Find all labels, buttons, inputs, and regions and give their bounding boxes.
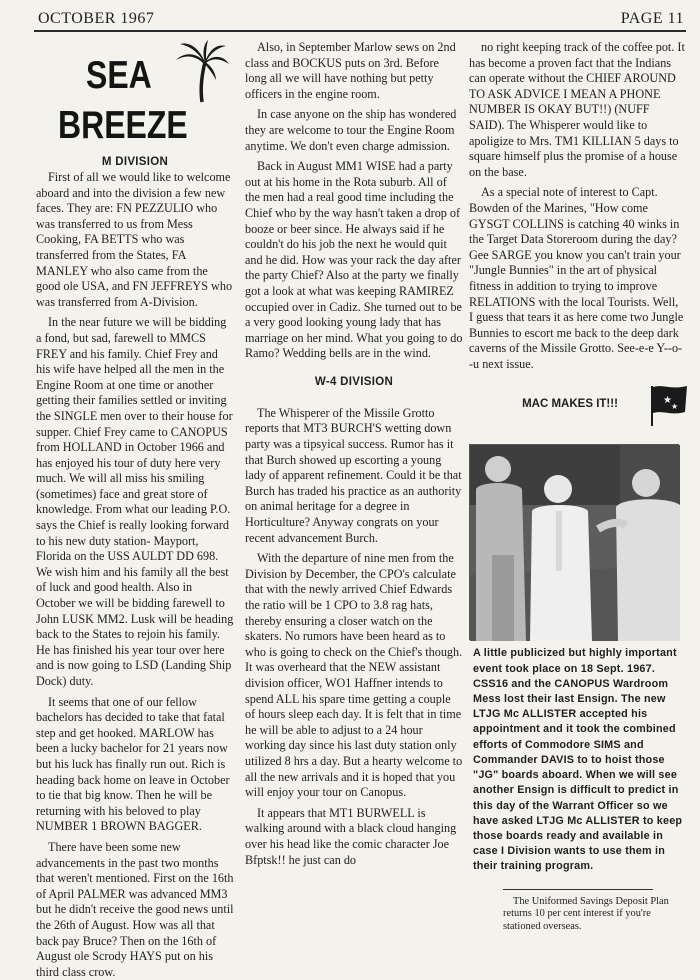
column-3 [469, 40, 685, 932]
article-paragraph: no right keeping track of the coffee pot. It has become a proven fact that the Indians can operate without the CHIEF AROUND TO ASK ADVICE I MEAN A PHONE NUMBER IS OKAY BUT!!) (NUFF SAID). The Whisperer would like to apoligize to Mrs. TM1 KILLIAN 5 days to square himself plus the promise of a house on the base. [469, 40, 685, 179]
palm-tree-icon [172, 40, 230, 104]
page-number: PAGE 11 [620, 10, 684, 27]
article-paragraph: With the departure of nine men from the Division by December, the CPO's calculate that with the newly arrived Chief Edwards the ratio will be 1 CPO to 3.8 rag hats, thereby ensuring a closer watch on the skaters. No rumors have been heard as to who is going to check on the Chief's though. It was overheard that the NEW assistant division officer, WO1 Haffner intends to spend ALL his spare time getting a couple of hours sleep each day. It is felt that in time he will be able to adjust to a 24 hour working day since his last duty station only utilized 8 hrs a day. But a hearty welcome to all the new arrivals and it is hoped that you will enjoy your tour on Canopus. [245, 551, 463, 800]
article-paragraph: There have been some new advancements in the past two months that weren't mentioned. First on the 16th of April PALMER was advanced MM3 but he didn't receive the good news until the 26th of August. How was all that back pay Bruce? Then on the 16th of August ole Scrody HAYS put on his third class crow. [36, 839, 234, 979]
article-paragraph: It appears that MT1 BURWELL is walking around with a black cloud hanging over his head like the comic character Joe Bfptsk!! he just can do [245, 805, 457, 867]
section-heading-m-division: M DIVISION [101, 156, 169, 168]
article-paragraph: As a special note of interest to Capt. Bowden of the Marines, "How come GYSGT COLLINS is catching 40 winks in the Target Data Storeroom during the day? Gee SARGE you know you can't train your "Jungle Bunnies" in the art of physical fitness in addition to trying to improve RELATIONS with the local Tourists. Well, I guess that tears it as here come two Jungle Bunnies to escort me back to the deep dark caverns of the Missile Grotto. See-e-e Y--o--u next issue. [469, 185, 684, 371]
article-paragraph: First of all we would like to welcome aboard and into the division a few new faces. They are: FN PEZZULIO who was transferred to us from Mess Cooking, FA BETTS who was transferred from the States, FA MANLEY who also came from the good ole USA, and FN JEFFREYS who was transferred from A-Division. [36, 170, 233, 309]
article-paragraph: Back in August MM1 WISE had a party out at his home in the Rota suburb. All of the men had a real good time including the Chief who by the way hasn't taken a drop of booze or beer since. He always said if he couldn't do his job the next he would quit and he did. How was your rack the day after the party Chief? Also at the party we finally got a look at what was keeping RAMIREZ occupied over in Cadiz. She turned out to be a very good looking young lady that has marriage on her mind. What you going to do Ramo? Wedding bells are in the wind. [245, 159, 463, 361]
article-paragraph: In the near future we will be bidding a fond, but sad, farewell to MMCS FREY and his family. Chief Frey and his wife have helped all the men in the Engine Room at one time or another getting their families settled or inviting the SINGLE men over to their house for supper. Chief Frey came to CANOPUS from HOLLAND in October 1966 and has enjoyed his tour of duty here very much. We will all miss his smiling (sometimes) face and great store of knowledge. From what our leading P.O. says the Chief is really looking forward to his new duty station- Mayport, Florida on the USS AULDT DD 698. We wish him and his family all the best of luck and good health. Also in October we will be bidding farewell to John LUSK MM2. Lusk will be heading back to the States to rejoin his family. He has finished his year tour over here and is now going to LSD (Landing Ship Dock) duty. [36, 315, 234, 688]
section-heading-mac: MAC MAKES IT!!! [522, 398, 618, 411]
masthead-line-2: BREEZE [58, 104, 188, 147]
photo-caption: A little publicized but highly important event took place on 18 Sept. 1967. CSS16 and the CANOPUS Wardroom Mess lost their last Ensign. The new LTJG Mc ALLISTER accepted his appointment and it took the combined efforts of Commodore SIMS and Commander DAVIS to to hoist those "JG" boards aboard. When we will see another Ensign is difficult to predict in this day of the Warrant Officer so we have asked LTJG Mc ALLISTER to keep those boards ready and available in case I Division wants to use them in their training program. [473, 647, 683, 873]
svg-text:★: ★ [671, 402, 679, 412]
divider [503, 889, 653, 890]
masthead-line-1: SEA [86, 54, 152, 97]
column-2 [245, 40, 463, 912]
issue-date: OCTOBER 1967 [38, 10, 155, 27]
photo-promotion-ceremony [469, 444, 679, 640]
article-paragraph: In case anyone on the ship has wondered they are welcome to tour the Engine Room anytime. We don't even charge admission. [245, 107, 457, 153]
masthead [36, 40, 234, 158]
page-header [34, 8, 686, 32]
section-heading-w4-division: W-4 DIVISION [314, 375, 394, 388]
column-1 [36, 40, 234, 979]
mac-heading-row [469, 378, 685, 442]
article-paragraph: The Whisperer of the Missile Grotto reports that MT3 BURCH'S wetting down party was a tipsyical success. Rumor has it that Burch showed up escorting a young lady of apparent refinement. Could it be that Burch has traded his practice as an authority on animal heritage for a degree in Horticulture? Anyway congrats on your recent advancement Burch. [245, 405, 462, 545]
svg-text:★: ★ [663, 395, 672, 407]
article-paragraph: Also, in September Marlow sews on 2nd class and BOCKUS puts on 3rd. Before long all we will have nothing but petty officers in the engine room. [245, 40, 456, 101]
flag-icon [649, 382, 689, 426]
article-paragraph: It seems that one of our fellow bachelors has decided to take that fatal step and get hooked. MARLOW has been a lucky bachelor for 21 years now but his luck has finally run out. Rich is heading back home on leave in October to tie that big know. Then he will be returning with his beloved to play NUMBER 1 BROWN BAGGER. [36, 694, 230, 834]
savings-notice: The Uniformed Savings Deposit Plan returns 10 per cent interest if you're stationed overseas. [503, 895, 669, 932]
